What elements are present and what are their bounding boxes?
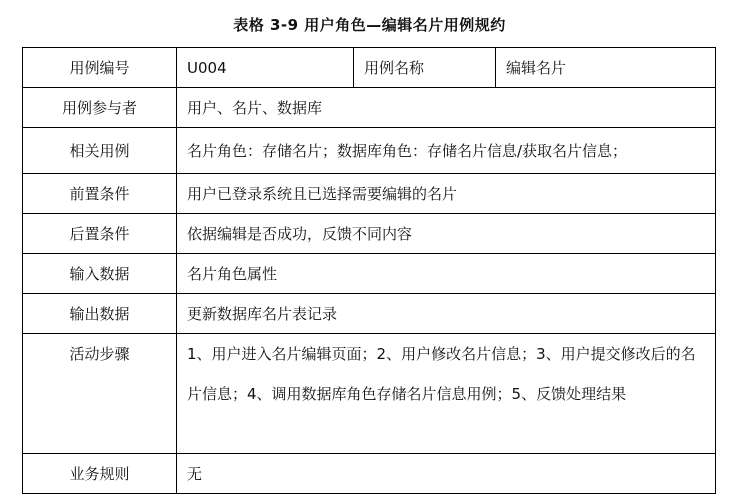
output-data-label: 输出数据 bbox=[23, 294, 177, 334]
table-row bbox=[23, 254, 716, 294]
output-data-value: 更新数据库名片表记录 bbox=[177, 294, 716, 334]
participants-value: 用户、名片、数据库 bbox=[177, 88, 716, 128]
preconditions-label: 前置条件 bbox=[23, 174, 177, 214]
table-row bbox=[23, 334, 716, 454]
use-case-id-value: U004 bbox=[177, 48, 354, 88]
business-rules-label: 业务规则 bbox=[23, 454, 177, 494]
table-row bbox=[23, 48, 716, 88]
use-case-name-value: 编辑名片 bbox=[496, 48, 716, 88]
activity-steps-label: 活动步骤 bbox=[23, 334, 177, 454]
table-row bbox=[23, 214, 716, 254]
business-rules-value: 无 bbox=[177, 454, 716, 494]
input-data-value: 名片角色属性 bbox=[177, 254, 716, 294]
related-use-cases-value: 名片角色：存储名片；数据库角色：存储名片信息/获取名片信息； bbox=[177, 128, 716, 174]
postconditions-label: 后置条件 bbox=[23, 214, 177, 254]
table-row bbox=[23, 174, 716, 214]
table-caption: 表格 3-9 用户角色—编辑名片用例规约 bbox=[233, 16, 506, 34]
postconditions-value: 依据编辑是否成功，反馈不同内容 bbox=[177, 214, 716, 254]
table-row bbox=[23, 454, 716, 494]
use-case-table bbox=[22, 47, 716, 494]
preconditions-value: 用户已登录系统且已选择需要编辑的名片 bbox=[177, 174, 716, 214]
participants-label: 用例参与者 bbox=[23, 88, 177, 128]
use-case-name-label: 用例名称 bbox=[354, 48, 496, 88]
use-case-id-label: 用例编号 bbox=[23, 48, 177, 88]
table-row bbox=[23, 294, 716, 334]
related-use-cases-label: 相关用例 bbox=[23, 128, 177, 174]
input-data-label: 输入数据 bbox=[23, 254, 177, 294]
table-row bbox=[23, 88, 716, 128]
activity-steps-value: 1、用户进入名片编辑页面；2、用户修改名片信息；3、用户提交修改后的名片信息；4、调用数据库角色存储名片信息用例；5、反馈处理结果 bbox=[177, 334, 716, 454]
table-row bbox=[23, 128, 716, 174]
